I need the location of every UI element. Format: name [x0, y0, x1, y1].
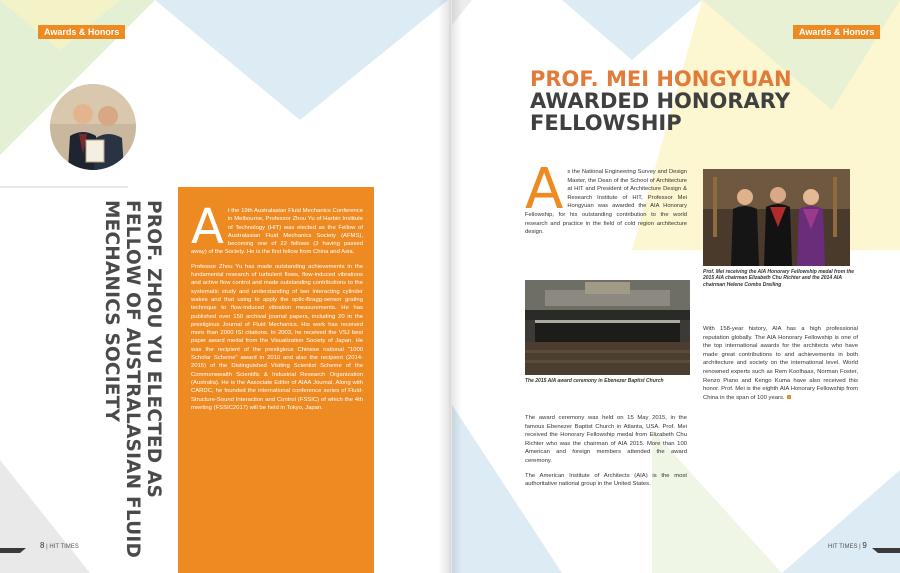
title-name: PROF. MEI HONGYUAN: [530, 67, 792, 91]
left-paragraph-2: Professor Zhou Yu has made outstanding achievements in the fundamental research of turbulent flows, flow-induced vibrations and active flow control and made outstanding contributions to the systematic study and understanding of two interacting cylinder wakes and that using to apply the optic-Bragg-sensor grating technique to flow-induced vibration measurements. He has published over 150 archival journal papers, including 20 in the prestigious Journal of Fluid Mechanics. His work has received more than 2000 ISI citations. In 2003, he received the VSJ best paper award medal from the Visualization Society of Japan. He was the recipient of the prestigious Chinese national "1000 Scholar Scheme" award in 2010 and also the recipient (2014-2015) of the Distinguished Visiting Scientist Scheme of the Commonwealth Scientific & Industrial Research Organization (Australia). He is the Associate Editor of AIAA Journal. Along with CARDC, he founded the international conference series of Fluid-Structure-Sound Interaction and Control (FSSIC) of which the 4th meeting (FSSIC2017) will be held in Tokyo, Japan.: [191, 263, 363, 411]
left-title-line-2: FELLOW OF AUSTRALASIAN FLUID: [122, 200, 143, 559]
right-page: [452, 0, 900, 573]
dropcap: A: [525, 157, 564, 222]
ceremony-photo-caption: The 2015 AIA award ceremony in Ebenezer Baptist Church: [525, 378, 664, 384]
left-article-column: [178, 187, 374, 573]
right-body-paragraph: With 158-year history, AIA has a high professional reputation globally. The AIA Honorary Fellowship is one of the top international awards for the architects who have made great contributions to and achievements in both architecture and society on the international level. World renowned experts such as Rem Koolhaas, Norman Foster, Renzo Piano and Kengo Kuma have also received this honor. Prof. Mei is the eighth AIA Honorary Fellowship from China in the span of 100 years.: [703, 326, 858, 401]
zhou-yu-photo: [50, 84, 136, 170]
left-folio: 8 | HIT TIMES: [40, 541, 79, 550]
page-number: 9: [862, 541, 867, 550]
left-body-column: [525, 414, 687, 495]
ceremony-hall-photo: [525, 280, 690, 375]
medal-photo-caption: Prof. Mei receiving the AIA Honorary Fellowship medal from the 2015 AIA chairman Elizabeth Chu Richter and the 2014 AIA chairman Helene Combs Dreiling: [703, 269, 855, 288]
publication-name: HIT TIMES: [828, 544, 858, 550]
left-title-line-3: MECHANICS SOCIETY: [101, 200, 122, 423]
intro-paragraph: As the National Engineering Survey and Design Master, the Dean of the School of Architecture at HIT and President of Architecture Design & Research Institute of HIT, Professor Mei Hongyuan was awarded the AIA Honorary Fellowship, for his outstanding contribution to the world research and practice in the field of cold region architecture design.: [525, 157, 687, 236]
section-tag: Awards & Honors: [38, 25, 125, 39]
center-gutter-shadow: [438, 0, 462, 573]
title-line-2: FELLOWSHIP: [530, 111, 682, 135]
left-paragraph-1: At the 19th Australasian Fluid Mechanics Conference in Melbourne, Professor Zhou Yu of Harbin Institute of Technology (HIT) was elected as the Fellow of Australasian Fluid Mechanics Society (AFMS), becoming one of 22 fellows (3 having passed away) of the Society. He is the first fellow from China and Asia.: [191, 199, 363, 256]
section-tag: Awards & Honors: [793, 25, 880, 39]
left-page: [0, 0, 448, 573]
ceremony-paragraph: The award ceremony was held on 15 May 2015, in the famous Ebenezer Baptist Church in Atlanta, USA. Prof. Mei received the Honorary Fellowship medal from Elizabeth Chu Richter who was the chairman of AIA 2015. More than 100 American and foreign members attended the award ceremony.: [525, 415, 687, 464]
title-line-1: AWARDED HONORARY: [530, 89, 790, 113]
dropcap: A: [191, 199, 224, 255]
medal-ceremony-photo: [703, 169, 850, 266]
publication-name: HIT TIMES: [49, 544, 79, 550]
end-of-article-mark: [787, 395, 791, 399]
left-title-line-1: PROF. ZHOU YU ELECTED AS: [143, 200, 164, 498]
right-folio: HIT TIMES | 9: [828, 541, 867, 550]
aia-paragraph: The American Institute of Architects (AIA) is the most authoritative national group in the United States.: [525, 472, 687, 488]
page-number: 8: [40, 541, 45, 550]
right-article-title: [530, 68, 830, 134]
